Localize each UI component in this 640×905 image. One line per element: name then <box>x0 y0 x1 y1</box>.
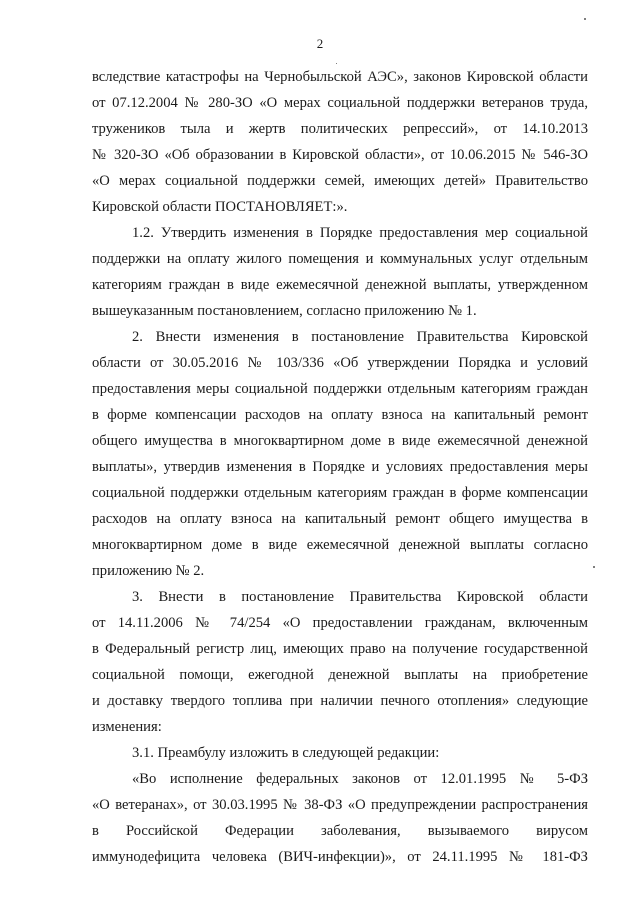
text-line: вследствие катастрофы на Чернобыльской АЭС», законов Кировской области <box>92 69 588 85</box>
text-line: «О ветеранах», от 30.03.1995 № 38-ФЗ «О предупреждении распространения <box>92 797 588 813</box>
text-line: 2. Внести изменения в постановление Правительства Кировской <box>132 329 588 345</box>
text-line: категориям граждан в виде ежемесячной денежной выплаты, утвержденном <box>92 277 588 293</box>
text-line: расходов на оплату взноса на капитальный ремонт общего имущества в <box>92 511 588 527</box>
text-line: 3. Внести в постановление Правительства Кировской области <box>132 589 588 605</box>
text-line: 1.2. Утвердить изменения в Порядке предоставления мер социальной <box>132 225 588 241</box>
body-text <box>92 64 588 870</box>
text-line: 3.1. Преамбулу изложить в следующей редакции: <box>132 745 440 761</box>
text-line: от 14.11.2006 № 74/254 «О предоставлении гражданам, включенным <box>92 615 588 631</box>
text-line: «О мерах социальной поддержки семей, имеющих детей» Правительство <box>92 173 588 189</box>
text-line: общего имущества в многоквартирном доме в виде ежемесячной денежной <box>92 433 588 449</box>
text-line: области от 30.05.2016 № 103/336 «Об утверждении Порядка и условий <box>92 355 588 371</box>
text-line: в форме компенсации расходов на оплату взноса на капитальный ремонт <box>92 407 588 423</box>
text-line: предоставления меры социальной поддержки отдельным категориям граждан <box>92 381 588 397</box>
text-line: № 320-ЗО «Об образовании в Кировской области», от 10.06.2015 № 546-ЗО <box>92 147 588 163</box>
text-line: Кировской области ПОСТАНОВЛЯЕТ:». <box>92 199 348 215</box>
text-line: иммунодефицита человека (ВИЧ-инфекции)», от 24.11.1995 № 181-ФЗ <box>92 849 588 865</box>
text-line: в Федеральный регистр лиц, имеющих право на получение государственной <box>92 641 588 657</box>
scan-speck <box>593 566 595 568</box>
text-line: социальной поддержки отдельным категориям граждан в форме компенсации <box>92 485 588 501</box>
text-line: изменения: <box>92 719 162 735</box>
text-line: от 07.12.2004 № 280-ЗО «О мерах социальной поддержки ветеранов труда, <box>92 95 588 111</box>
scan-speck <box>584 18 586 20</box>
text-line: социальной помощи, ежегодной денежной выплаты на приобретение <box>92 667 588 683</box>
text-line: и доставку твердого топлива при наличии печного отопления» следующие <box>92 693 588 709</box>
text-line: вышеуказанным постановлением, согласно приложению № 1. <box>92 303 477 319</box>
text-line: приложению № 2. <box>92 563 205 579</box>
text-line: многоквартирном доме в виде ежемесячной денежной выплаты согласно <box>92 537 588 553</box>
text-line: в Российской Федерации заболевания, вызываемого вирусом <box>92 823 588 839</box>
text-line: тружеников тыла и жертв политических репрессий», от 14.10.2013 <box>92 121 588 137</box>
text-line: поддержки на оплату жилого помещения и коммунальных услуг отдельным <box>92 251 588 267</box>
page-number: 2 <box>316 36 324 51</box>
text-line: выплаты», утвердив изменения в Порядке и условиях предоставления меры <box>92 459 588 475</box>
text-line: «Во исполнение федеральных законов от 12.01.1995 № 5-ФЗ <box>132 771 588 787</box>
